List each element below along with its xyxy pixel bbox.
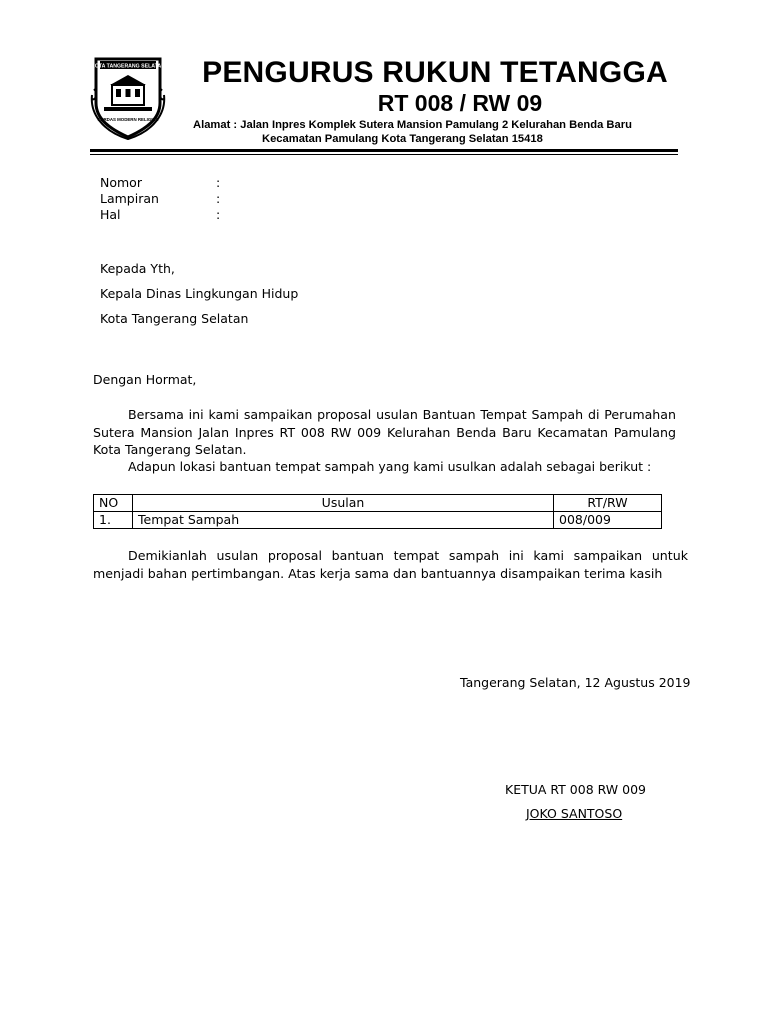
lampiran-label: Lampiran bbox=[100, 191, 159, 206]
rt-rw-title: RT 008 / RW 09 bbox=[377, 90, 543, 116]
nomor-colon: : bbox=[216, 175, 221, 190]
row-rtrw: 008/009 bbox=[554, 512, 662, 529]
hal-label: Hal bbox=[100, 207, 121, 222]
usulan-table bbox=[93, 494, 662, 529]
place-date: Tangerang Selatan, 12 Agustus 2019 bbox=[460, 675, 691, 690]
table-row bbox=[94, 512, 662, 529]
header-rtrw: RT/RW bbox=[554, 495, 662, 512]
table-header-row bbox=[94, 495, 662, 512]
signer-position: KETUA RT 008 RW 009 bbox=[505, 782, 646, 797]
lampiran-colon: : bbox=[216, 191, 221, 206]
address-line-2: Kecamatan Pamulang Kota Tangerang Selatan 15418 bbox=[262, 133, 543, 145]
signer-name: JOKO SANTOSO bbox=[526, 806, 623, 821]
row-no: 1. bbox=[94, 512, 133, 529]
row-usulan: Tempat Sampah bbox=[133, 512, 554, 529]
logo-top-text: KOTA TANGERANG SELATAN bbox=[91, 63, 165, 70]
opening-salutation: Dengan Hormat, bbox=[93, 372, 197, 387]
paragraph-2: Adapun lokasi bantuan tempat sampah yang kami usulkan adalah sebagai berikut : bbox=[128, 459, 652, 474]
header-divider-thin bbox=[90, 154, 678, 155]
logo-bottom-text: CERDAS MODERN RELIGIUS bbox=[97, 117, 159, 122]
recipient-greeting: Kepada Yth, bbox=[100, 261, 175, 276]
closing-paragraph: Demikianlah usulan proposal bantuan tempat sampah ini kami sampaikan untuk menjadi bahan pertimbangan. Atas kerja sama dan bantuannya disampaikan terima kasih bbox=[93, 548, 688, 581]
org-title: PENGURUS RUKUN TETANGGA bbox=[202, 56, 668, 89]
recipient-city: Kota Tangerang Selatan bbox=[100, 311, 249, 326]
nomor-label: Nomor bbox=[100, 175, 142, 190]
city-emblem-icon bbox=[88, 55, 168, 141]
hal-colon: : bbox=[216, 207, 221, 222]
address-line-1: Alamat : Jalan Inpres Komplek Sutera Mansion Pamulang 2 Kelurahan Benda Baru bbox=[193, 119, 632, 131]
header-divider-thick bbox=[90, 149, 678, 152]
header-no: NO bbox=[94, 495, 133, 512]
header-usulan: Usulan bbox=[133, 495, 554, 512]
recipient-name: Kepala Dinas Lingkungan Hidup bbox=[100, 286, 299, 301]
paragraph-1: Bersama ini kami sampaikan proposal usulan Bantuan Tempat Sampah di Perumahan Sutera Mansion Jalan Inpres RT 008 RW 009 Kelurahan Benda Baru Kecamatan Pamulang Kota Tangerang Selatan. bbox=[93, 407, 676, 457]
